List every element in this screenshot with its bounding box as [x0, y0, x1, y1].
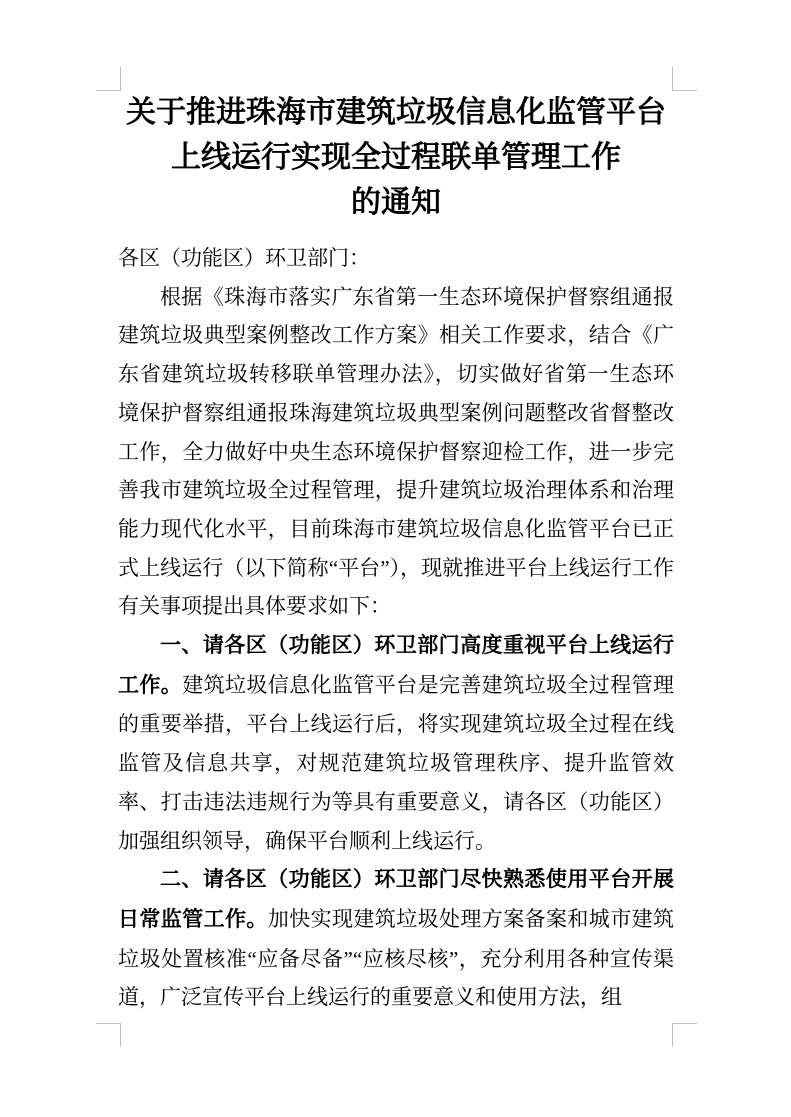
margin-mark-top-right	[672, 67, 697, 91]
section-1-heading: 一、请各区（功能区）环卫部门高度重视平台上线运行工作。	[118, 634, 674, 697]
section-2-text: 加快实现建筑垃圾处理方案备案和城市建筑垃圾处置核准“应备尽备”“应核尽核”，充分利用各种宣传渠道，广泛宣传平台上线运行的重要意义和使用方法，组	[118, 906, 675, 1010]
paragraph-section-1	[118, 626, 674, 860]
title-line-3: 的通知	[351, 186, 441, 219]
document-title	[118, 90, 674, 225]
paragraph-background	[118, 278, 674, 626]
document-content	[118, 90, 674, 1017]
paragraph-section-2	[118, 860, 674, 1017]
section-2-heading: 二、请各区（功能区）环卫部门尽快熟悉使用平台开展日常监管工作。	[118, 868, 674, 931]
paragraph-background-text: 根据《珠海市落实广东省第一生态环境保护督察组通报建筑垃圾典型案例整改工作方案》相关工作要求，结合《广东省建筑垃圾转移联单管理办法》，切实做好省第一生态环境保护督察组通报珠海建筑垃圾典型案例问题整改省督整改工作，全力做好中央生态环境保护督察迎检工作，进一步完善我市建筑垃圾全过程管理，提升建筑垃圾治理体系和治理能力现代化水平，目前珠海市建筑垃圾信息化监管平台已正式上线运行（以下简称“平台”），现就推进平台上线运行工作有关事项提出具体要求如下：	[118, 284, 674, 619]
margin-mark-bottom-left	[96, 1023, 121, 1047]
margin-mark-bottom-right	[672, 1023, 697, 1047]
title-line-1: 关于推进珠海市建筑垃圾信息化监管平台	[126, 96, 666, 129]
salutation: 各区（功能区）环卫部门：	[118, 246, 370, 270]
margin-mark-top-left	[96, 67, 121, 91]
title-line-2: 上线运行实现全过程联单管理工作	[171, 141, 621, 174]
document-body	[118, 239, 674, 1017]
section-1-text: 建筑垃圾信息化监管平台是完善建筑垃圾全过程管理的重要举措，平台上线运行后，将实现建筑垃圾全过程在线监管及信息共享，对规范建筑垃圾管理秩序、提升监管效率、打击违法违规行为等具有重要意义，请各区（功能区）加强组织领导，确保平台顺利上线运行。	[118, 672, 675, 853]
